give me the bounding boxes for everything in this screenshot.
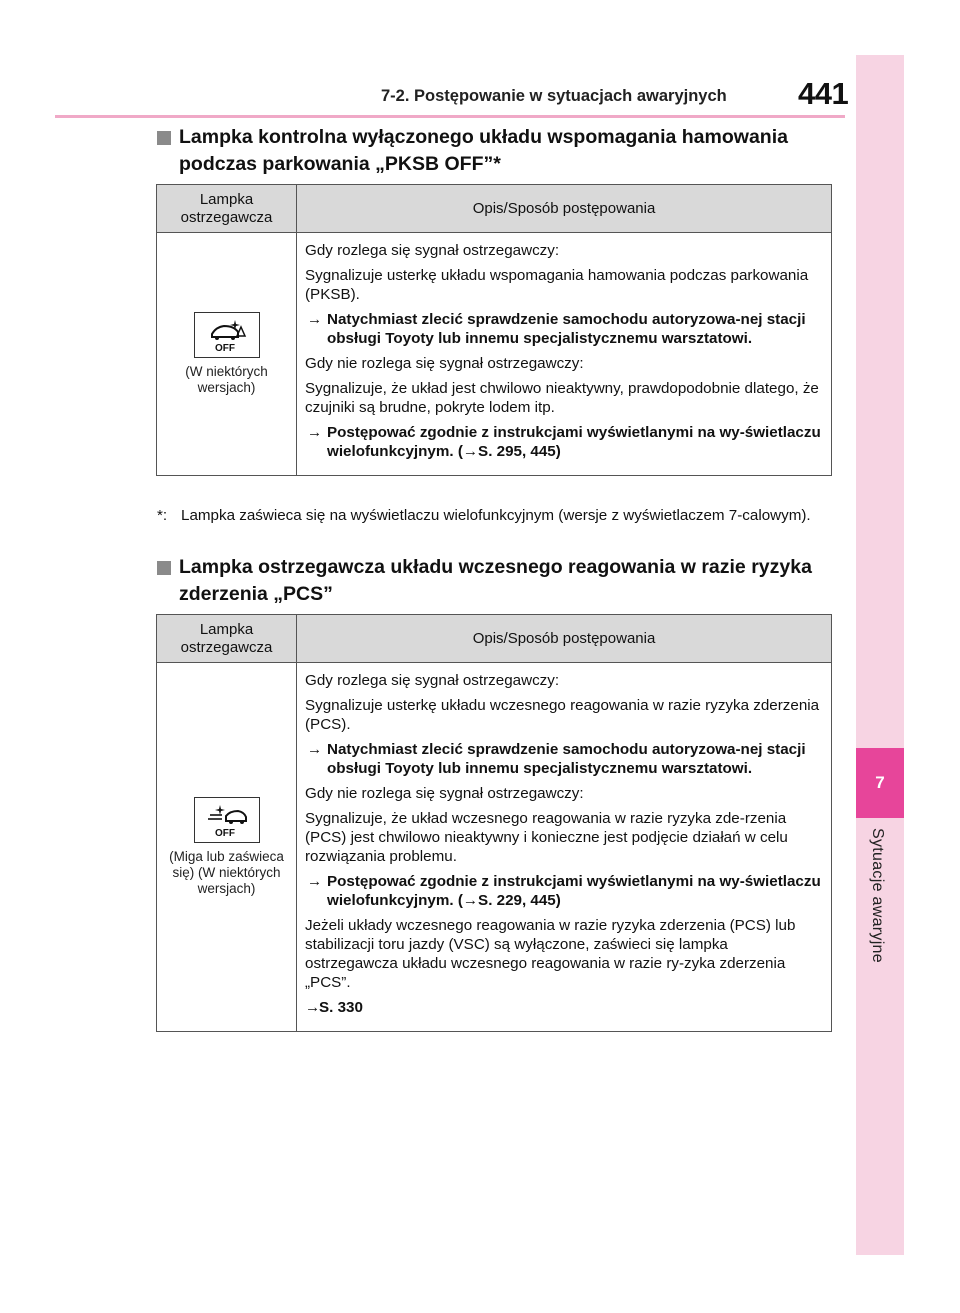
section-heading-text: Lampka kontrolna wyłączonego układu wspomagania hamowania podczas parkowania „PKSB OFF”*: [179, 126, 788, 175]
square-bullet-icon: [157, 131, 171, 145]
section-heading-pcs: [157, 554, 847, 608]
arrow-icon: →: [307, 424, 323, 441]
square-bullet-icon: [157, 561, 171, 575]
action-label: Natychmiast zlecić sprawdzenie samochodu autoryzowa-nej stacji obsługi Toyoty lub innemu specjalistycznemu warsztatowi.: [327, 311, 806, 347]
footnote-text: Lampka zaświeca się na wyświetlaczu wielofunkcyjnym (wersje z wyświetlaczem 7-calowym).: [181, 507, 811, 524]
svg-text:OFF: OFF: [214, 828, 235, 838]
description-text: Sygnalizuje, że układ jest chwilowo nieaktywny, prawdopodobnie dlatego, że czujniki są brudne, pokryte lodem itp.: [305, 380, 819, 416]
pksb-off-icon: [194, 312, 260, 358]
warning-table-pksb: [156, 184, 832, 476]
page-number: 441: [798, 76, 849, 111]
table-row: [157, 233, 832, 476]
column-header-lamp: Lampka ostrzegawcza: [157, 615, 297, 663]
column-header-description: Opis/Sposób postępowania: [297, 615, 832, 663]
condition-text: Gdy nie rozlega się sygnał ostrzegawczy:: [305, 355, 584, 372]
arrow-icon: →: [307, 741, 323, 758]
warning-table-pcs: [156, 614, 832, 1032]
section-header-title: 7-2. Postępowanie w sytuacjach awaryjnych: [381, 87, 727, 105]
condition-text: Gdy rozlega się sygnał ostrzegawczy:: [305, 672, 560, 689]
column-header-lamp: Lampka ostrzegawcza: [157, 185, 297, 233]
action-text: [305, 998, 823, 1017]
chapter-side-strip: [856, 55, 904, 1255]
footnote-mark: *:: [157, 507, 168, 524]
action-text: [305, 872, 823, 910]
description-text: Sygnalizuje usterkę układu wspomagania hamowania podczas parkowania (PKSB).: [305, 267, 809, 303]
column-header-description: Opis/Sposób postępowania: [297, 185, 832, 233]
header-divider: [55, 115, 845, 118]
arrow-icon: →: [305, 999, 321, 1016]
pcs-off-icon: [194, 797, 260, 843]
section-heading-pksb: [157, 124, 847, 178]
lamp-note: (Miga lub zaświeca się) (W niektórych wersjach): [169, 849, 284, 896]
condition-text: Gdy nie rozlega się sygnał ostrzegawczy:: [305, 785, 584, 802]
action-text: [305, 740, 823, 778]
condition-text: Gdy rozlega się sygnał ostrzegawczy:: [305, 242, 560, 259]
action-label[interactable]: S. 330: [319, 999, 363, 1016]
table-header-row: [157, 185, 832, 233]
footnote: [157, 506, 837, 525]
table-header-row: [157, 615, 832, 663]
action-text: [305, 310, 823, 348]
action-label[interactable]: Postępować zgodnie z instrukcjami wyświetlanymi na wy-świetlaczu wielofunkcyjnym. (→S. 295, 445): [327, 424, 821, 460]
action-label[interactable]: Postępować zgodnie z instrukcjami wyświetlanymi na wy-świetlaczu wielofunkcyjnym. (→S. 229, 445): [327, 873, 821, 909]
description-cell: [297, 233, 832, 476]
description-text: Sygnalizuje, że układ wczesnego reagowania w razie ryzyka zde-rzenia (PCS) jest chwilowo nieaktywny i konieczne jest podjęcie działań w celu rozwiązania problemu.: [305, 810, 788, 865]
action-label: Natychmiast zlecić sprawdzenie samochodu autoryzowa-nej stacji obsługi Toyoty lub innemu specjalistycznemu warsztatowi.: [327, 741, 806, 777]
arrow-icon: →: [307, 311, 323, 328]
description-text: Jeżeli układy wczesnego reagowania w razie ryzyka zderzenia (PCS) lub stabilizacji toru jazdy (VSC) są wyłączone, zaświeci się lampka ostrzegawcza układu wczesnego reagowania w razie ry-zyka zderzenia „PCS”.: [305, 917, 796, 991]
table-row: [157, 663, 832, 1032]
arrow-icon: →: [307, 873, 323, 890]
lamp-cell: [157, 233, 297, 476]
action-text: [305, 423, 823, 461]
svg-text:OFF: OFF: [214, 343, 235, 353]
section-heading-text: Lampka ostrzegawcza układu wczesnego reagowania w razie ryzyka zderzenia „PCS”: [179, 556, 812, 605]
lamp-cell: [157, 663, 297, 1032]
chapter-label: Sytuacje awaryjne: [869, 828, 886, 963]
chapter-number-tab[interactable]: 7: [856, 748, 904, 818]
description-cell: [297, 663, 832, 1032]
lamp-note: (W niektórych wersjach): [185, 364, 268, 395]
description-text: Sygnalizuje usterkę układu wczesnego reagowania w razie ryzyka zderzenia (PCS).: [305, 697, 820, 733]
